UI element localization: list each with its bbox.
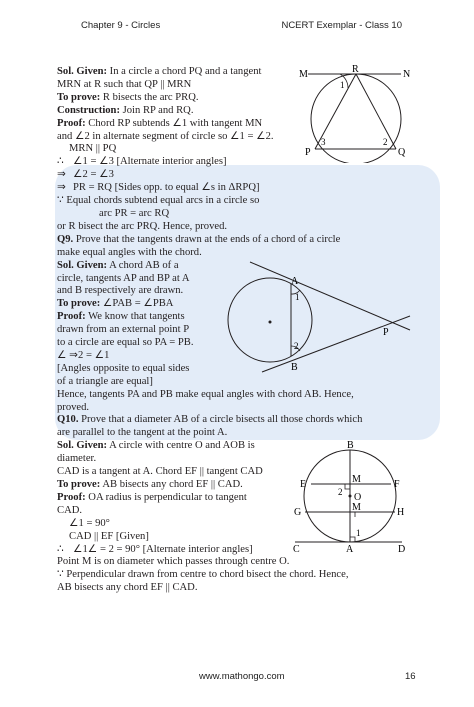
text-segment: to a circle are equal so PA = PB. [57, 337, 194, 349]
label-R: R [352, 64, 359, 75]
text-segment: MRN at R such that QP || MRN [57, 78, 192, 90]
angle-1: 1 [356, 528, 361, 538]
text-segment: and B respectively are drawn. [57, 285, 184, 297]
text-segment: are parallel to the tangent at the point A. [57, 427, 228, 439]
text-line [57, 92, 292, 105]
angle-1: 1 [340, 80, 345, 90]
text-line [57, 389, 417, 402]
text-segment: ∠1 = 90° [69, 517, 110, 529]
bold-label: To prove: [57, 479, 101, 490]
text-line [57, 143, 304, 156]
text-line [57, 569, 417, 582]
text-segment: Hence, tangents PA and PB make equal angles with chord AB. Hence, [57, 388, 354, 400]
text-segment: ∵ Equal chords subtend equal arcs in a circle so [57, 195, 260, 207]
label-H: H [397, 507, 405, 518]
label-B: B [347, 440, 354, 451]
bold-label: Construction: [57, 104, 120, 116]
angle-2: 2 [294, 341, 299, 351]
text-segment: make equal angles with the chord. [57, 246, 202, 258]
label-Q: Q [398, 147, 406, 158]
header-book: NCERT Exemplar - Class 10 [281, 20, 402, 31]
bold-label: Sol. Given: [57, 66, 108, 77]
text-line [57, 118, 292, 131]
label-P: P [305, 147, 311, 158]
label-M: M [299, 69, 308, 80]
text-line [57, 79, 292, 92]
text-line [57, 350, 227, 363]
text-segment: drawn from an external point P [57, 324, 190, 336]
text-line [57, 311, 227, 324]
text-line [57, 556, 417, 569]
text-line [57, 260, 227, 273]
text-line [57, 182, 417, 195]
bold-label: Proof: [57, 117, 86, 129]
text-segment: ∠1∠ = 2 = 90° [Alternate interior angles] [73, 543, 253, 555]
text-segment: PR = RQ [Sides opp. to equal ∠s in ΔRPQ] [73, 182, 260, 194]
label-D: D [398, 544, 406, 555]
text-segment: Prove that the tangents drawn at the ends of a chord of a circle [73, 233, 341, 245]
text-line [57, 337, 227, 350]
label-B: B [291, 362, 298, 373]
label-A: A [346, 544, 354, 555]
label-N: N [403, 69, 411, 80]
text-segment: A chord AB of a [107, 259, 179, 271]
text-segment: AB bisects any chord EF || CAD. [100, 479, 243, 490]
text-segment: MRN || PQ [69, 143, 117, 155]
text-segment: ⇒ [57, 169, 66, 181]
text-segment: ∵ Perpendicular drawn from centre to chord bisect the chord. Hence, [57, 569, 349, 581]
page-number: 16 [405, 671, 416, 682]
text-segment: AB bisects any chord EF || CAD. [57, 582, 198, 594]
text-segment: diameter. [57, 453, 97, 465]
angle-1: 1 [295, 292, 300, 302]
text-segment: or R bisect the arc PRQ. Hence, proved. [57, 220, 228, 232]
angle-3: 3 [321, 137, 326, 147]
text-segment: ∠ ⇒2 = ∠1 [57, 349, 110, 361]
text-segment: A circle with centre O and AOB is [107, 440, 255, 452]
text-line [57, 105, 292, 118]
angle-2: 2 [383, 137, 388, 147]
text-line [57, 273, 227, 286]
bold-label: Q9. [57, 233, 74, 245]
label-A: A [291, 276, 299, 287]
text-segment: circle, tangents AP and BP at A [57, 272, 190, 284]
bold-label: Proof: [57, 491, 86, 503]
header-chapter: Chapter 9 - Circles [81, 20, 161, 31]
text-line [57, 66, 292, 79]
label-M-upper: M [352, 474, 361, 485]
bold-label: Proof: [57, 311, 86, 323]
text-line [57, 221, 417, 234]
bold-label: Q10. [57, 414, 79, 426]
bold-label: Sol. Given: [57, 259, 108, 271]
text-segment: CAD. [57, 504, 83, 516]
text-segment: OA radius is perpendicular to tangent [85, 491, 247, 503]
label-E: E [300, 479, 307, 490]
label-O: O [354, 492, 362, 503]
text-segment: Point M is on diameter which passes through centre O. [57, 556, 290, 568]
footer-url: www.mathongo.com [199, 671, 285, 682]
text-line [57, 195, 417, 208]
text-line [57, 234, 417, 247]
figure-diameter-bisects-chords [290, 438, 420, 556]
text-segment: Prove that a diameter AB of a circle bisects all those chords which [78, 414, 363, 426]
text-line [57, 169, 417, 182]
text-segment: R bisects the arc PRQ. [100, 91, 199, 103]
text-line [57, 414, 417, 427]
text-line [57, 324, 227, 337]
text-line [57, 363, 227, 376]
label-G: G [294, 507, 302, 518]
label-P: P [383, 327, 389, 338]
text-segment: Join RP and RQ. [119, 104, 194, 116]
figure-tangents-from-point [220, 260, 420, 380]
label-C: C [293, 544, 300, 555]
text-segment: proved. [57, 401, 90, 413]
text-segment: of a triangle are equal] [57, 375, 153, 387]
text-segment: Chord RP subtends ∠1 with tangent MN [85, 117, 263, 129]
text-segment: ⇒ [57, 182, 66, 194]
text-segment: ∴ [57, 156, 64, 168]
text-line [57, 376, 227, 389]
text-line [57, 298, 227, 311]
text-segment: ∠PAB = ∠PBA [100, 298, 174, 310]
label-F: F [394, 479, 400, 490]
text-line [57, 285, 227, 298]
text-segment: and ∠2 in alternate segment of circle so ∠1 = ∠2. [57, 130, 274, 142]
text-line [57, 402, 417, 415]
text-segment: CAD is a tangent at A. Chord EF || tangent CAD [57, 466, 263, 478]
figure-tangent-chord [288, 63, 418, 163]
text-segment: ∴ [57, 543, 64, 555]
text-segment: CAD || EF [Given] [69, 530, 149, 542]
bold-label: To prove: [57, 91, 101, 103]
text-segment: In a circle a chord PQ and a tangent [107, 66, 262, 77]
text-line [57, 208, 417, 221]
text-line [57, 582, 417, 595]
bold-label: To prove: [57, 298, 101, 310]
angle-2: 2 [338, 487, 343, 497]
text-segment: [Angles opposite to equal sides [57, 362, 190, 374]
text-segment: We know that tangents [85, 311, 185, 323]
text-segment: ∠1 = ∠3 [Alternate interior angles] [73, 156, 227, 168]
text-segment: arc PR = arc RQ [99, 207, 170, 219]
text-line [57, 247, 417, 260]
text-segment: ∠2 = ∠3 [73, 169, 114, 181]
label-M-lower: M [352, 502, 361, 513]
bold-label: Sol. Given: [57, 440, 108, 452]
text-line [57, 131, 292, 144]
